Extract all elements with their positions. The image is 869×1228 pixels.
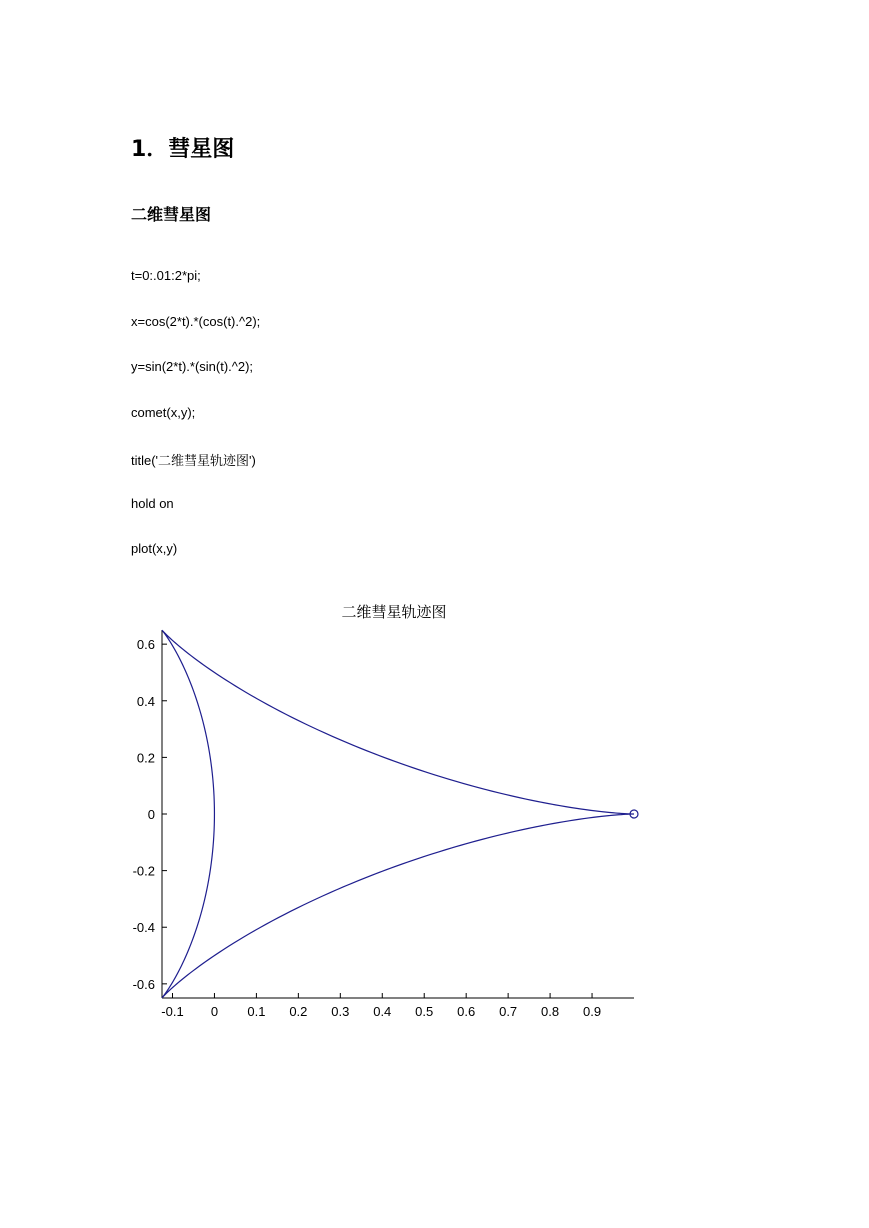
y-tick-label: -0.2: [132, 863, 155, 879]
x-tick-label: 0.6: [457, 1004, 476, 1019]
comet-trajectory-figure: [110, 595, 670, 1025]
x-tick-label: 0.3: [331, 1004, 350, 1019]
y-tick-label: 0.6: [136, 637, 155, 653]
y-tick-label: 0: [147, 807, 155, 822]
axes: [162, 630, 634, 998]
code-line-2: x=cos(2*t).*(cos(t).^2);: [131, 314, 261, 329]
chart-title: 二维彗星轨迹图: [341, 604, 447, 621]
y-tick-label: 0.4: [136, 693, 155, 709]
code-line-7: plot(x,y): [131, 541, 178, 556]
section-heading: 1．彗星图: [131, 137, 235, 162]
code-line-4: comet(x,y);: [131, 405, 196, 420]
x-tick-label: 0.4: [373, 1004, 392, 1019]
x-tick-label: 0.1: [247, 1004, 266, 1019]
code-line-3: y=sin(2*t).*(sin(t).^2);: [131, 359, 254, 374]
series-line-comet: [162, 630, 634, 998]
subsection-heading: 二维彗星图: [131, 205, 212, 224]
x-tick-label: -0.1: [161, 1004, 184, 1019]
y-tick-label: 0.2: [136, 750, 155, 766]
code-line-1: t=0:.01:2*pi;: [131, 268, 201, 283]
x-tick-label: 0.8: [541, 1004, 560, 1019]
y-tick-label: -0.6: [132, 976, 155, 992]
x-tick-label: 0.7: [499, 1004, 518, 1019]
x-tick-label: 0.5: [415, 1004, 434, 1019]
series-layer: [162, 630, 638, 998]
code-line-6: hold on: [131, 496, 174, 511]
x-tick-label: 0.2: [289, 1004, 308, 1019]
y-tick-label: -0.4: [132, 920, 155, 936]
code-line-5: title('二维彗星轨迹图'): [131, 453, 256, 468]
x-tick-label: 0.9: [583, 1004, 602, 1019]
x-tick-label: 0: [210, 1004, 219, 1019]
